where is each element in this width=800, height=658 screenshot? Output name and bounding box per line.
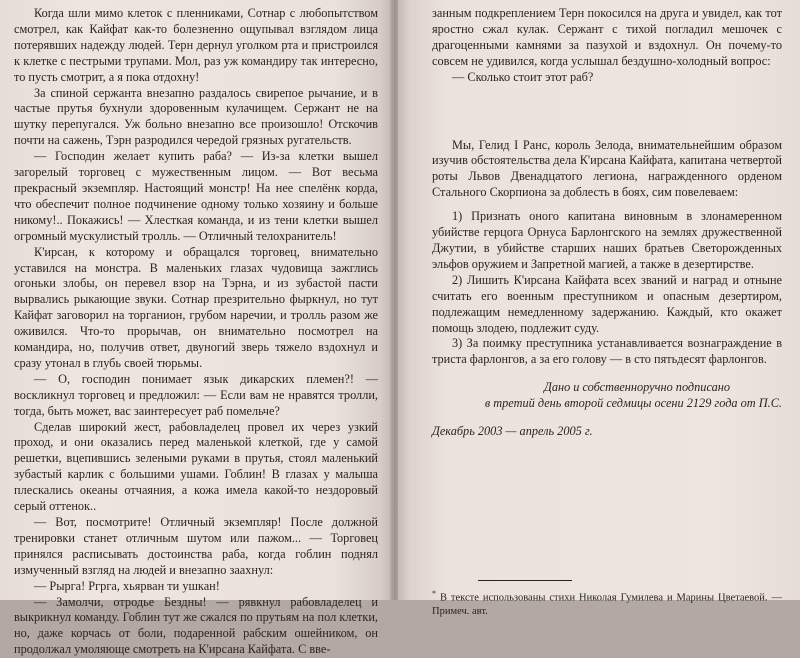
paragraph: — Рырга! Ргрга, хьярван ти ушкан! [34,578,220,593]
paragraph: — Сколько стоит этот раб? [452,69,594,84]
paragraph: занным подкреплением Терн покосился на друга и увидел, как тот яростно сжал кулак. Сержант с тихой погладил мешочек с драгоценными камнями за пазухой и вздохнул. Он почему-то совсем не удивился, когда услышал бездушно-холодный вопрос: [432,6,782,68]
paragraph: — О, господин понимает язык дикарских племен?! — воскликнул торговец и предложил: — Если вам не нравятся тролли, тогда, быть может, вас заинтересует раб помельче? [14,371,378,418]
paragraph: К'ирсан, к которому и обращался торговец, внимательно уставился на монстра. В маленьких глазах чудовища зажглись огоньки злобы, он перевел взор на Тэрна, и из зубастой пасти вырвались рыкающие звуки. Сотнар презрительно фыркнул, но тут Кайфат заговорил на торганион, грубом наречии, и тролль разом же оживился. Что-то прорычав, он внимательно посмотрел на командира, но, получив ответ, двуногий зверь тяжело вздохнул и сразу утонал в глубь своей тюрьмы. [14,244,378,370]
paragraph: — Замолчи, отродье Бездны! — рявкнул рабовладелец и выкрикнул команду. Гоблин тут же сжался по прутьям на пол клетки, но, даже корчась от боли, подаренной рабским ошейником, он продолжал умоляюще смотреть на К'ирсана Кайфата. С вве- [14,594,378,657]
footnote-mark: * [432,588,436,598]
paragraph: Сделав широкий жест, рабовладелец провел их через узкий проход, и они оказались перед маленькой клеткой, где у самой решетки, вцепившись зелеными руками в прутья, стоял маленький зубастый карлик с большими ушами. Гоблин! В глазах у малыша плескались океаны отчаяния, а кожа имела какой-то нездоровый серый оттенок.. [14,419,378,514]
signature-date: в третий день второй седмицы осени 2129 года от П.С. [484,396,782,411]
footnote-text: В тексте использованы стихи Николая Гумилева и Марины Цветаевой. — Примеч. авт. [432,592,782,617]
paragraph: Когда шли мимо клеток с пленниками, Сотнар с любопытством смотрел, как Кайфат как-то болезненно ощупывал взглядом лица потерявших надежду людей. Терн дернул уголком рта и пристроился к клетке с пестрыми трупами. Мол, раз уж командиру так интересно, то пусть смотрит, а я пока отдохну! [14,6,378,84]
footnote-divider [478,580,572,581]
spacer [432,368,782,380]
decree-intro: Мы, Гелид I Ранс, король Зелода, внимательнейшим образом изучив обстоятельства дела К'ирсана Кайфата, капитана четвертой роты Львов Двенадцатого легиона, награжденного орденом Стального Скорпиона за доблесть в боях, сим повелеваем: [432,137,782,200]
paragraph: — Господин желает купить раба? — Из-за клетки вышел загорелый торговец с мужественным лицом. — Вот весьма прекрасный экземпляр. Настоящий монстр! На нее спелёнк корда, что обеспечит полное подчинение одному только хозяину и больше никому!.. Покажись! — Хлесткая команда, и из тени клетки вышел огромный мускулистый тролль. — Отличный телохранитель! [14,149,378,243]
decree-item: 3) За поимку преступника устанавливается вознаграждение в триста фарлонгов, а за его голову — в сто пятьдесят фарлонгов. [432,336,782,367]
left-page-text [14,6,378,658]
spacer [432,412,782,424]
spacer [432,510,782,580]
left-page [0,0,392,657]
footnote [432,587,782,619]
decree-item: 1) Признать оного капитана виновным в злонамеренном убийстве герцога Орнуса Барлонгского на землях дружественной Джутии, в убийстве старших наших братьев Светорожденных эльфов оружием и Запретной магией, а также в дезертирстве. [432,209,782,271]
right-page-text [432,6,782,618]
decree-item: 2) Лишить К'ирсана Кайфата всех званий и наград и отныне считать его военным преступником и опасным дезертиром, подлежащим немедленному задержанию. Каждый, кто окажет помощь злодею, подлежит суду. [432,272,782,335]
spacer [432,86,782,138]
paragraph: — Вот, посмотрите! Отличный экземпляр! После должной тренировки станет отличным шутом или пажом... — Торговец принялся расписывать достоинства раба, когда гоблин поднял измученный взгляд на людей и внезапно заахнул: [14,515,378,577]
spacer [432,201,782,209]
writing-dates: Декабрь 2003 — апрель 2005 г. [432,424,593,439]
paragraph: За спиной сержанта внезапно раздалось свирепое рычание, и в частые прутья бухнули здоровенным кулачищем. Сержант не на шутку перепугался. Уж больно внезапно все произошло! Отскочив почти на сажень, Тэрн разродился чередой грязных ругательств. [14,85,378,148]
signature-line: Дано и собственноручно подписано [544,380,730,395]
right-page [398,0,800,617]
spacer [432,440,782,510]
